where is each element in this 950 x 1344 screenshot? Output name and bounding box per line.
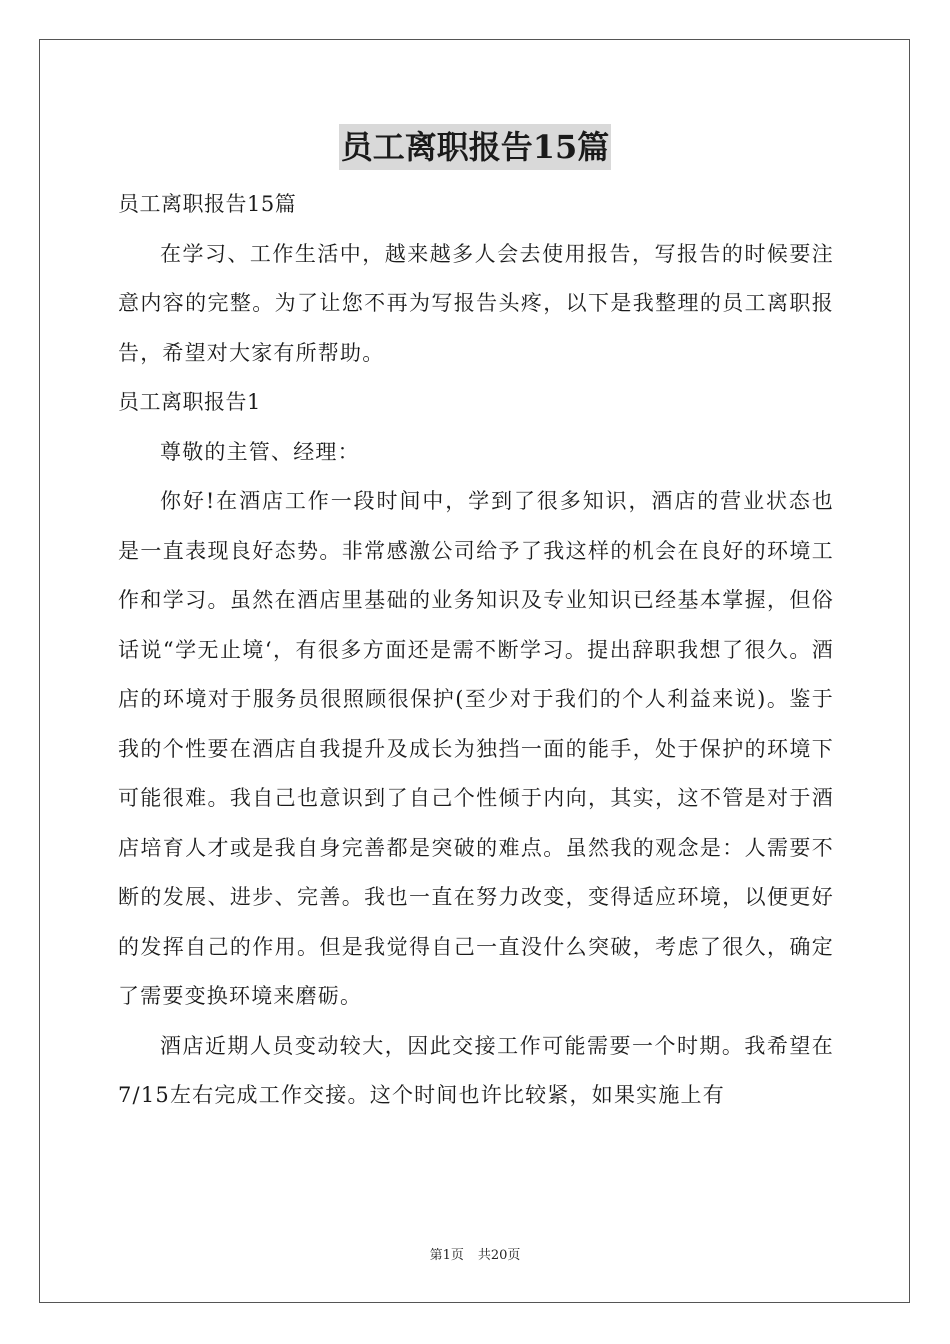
section-heading: 员工离职报告1 (118, 390, 261, 414)
intro-paragraph: 在学习、工作生活中，越来越多人会去使用报告，写报告的时候要注意内容的完整。为了让您不再为写报告头疼，以下是我整理的员工离职报告，希望对大家有所帮助。 (118, 241, 834, 365)
document-title: 员工离职报告15篇 (339, 124, 612, 170)
document-subtitle: 员工离职报告15篇 (118, 192, 297, 216)
page-number: 第1页 (429, 1248, 464, 1263)
title-container (0, 124, 950, 170)
body-paragraph-1: 你好!在酒店工作一段时间中，学到了很多知识，酒店的营业状态也是一直表现良好态势。非常感激公司给予了我这样的机会在良好的环境工作和学习。虽然在酒店里基础的业务知识及专业知识已经基本掌握，但俗话说“学无止境‘，有很多方面还是需不断学习。提出辞职我想了很久。酒店的环境对于服务员很照顾很保护(至少对于我们的个人利益来说)。鉴于我的个性要在酒店自我提升及成长为独挡一面的能手，处于保护的环境下可能很难。我自己也意识到了自己个性倾于内向，其实，这不管是对于酒店培育人才或是我自身完善都是突破的难点。虽然我的观念是：人需要不断的发展、进步、完善。我也一直在努力改变，变得适应环境，以便更好的发挥自己的作用。但是我觉得自己一直没什么突破，考虑了很久，确定了需要变换环境来磨砺。 (118, 489, 834, 1008)
page-footer (0, 1244, 950, 1263)
document-body (118, 180, 834, 1121)
page-total: 共20页 (477, 1248, 521, 1263)
body-paragraph-2: 酒店近期人员变动较大，因此交接工作可能需要一个时期。我希望在7/15左右完成工作交接。这个时间也许比较紧，如果实施上有 (118, 1033, 834, 1107)
salutation: 尊敬的主管、经理： (160, 439, 360, 464)
